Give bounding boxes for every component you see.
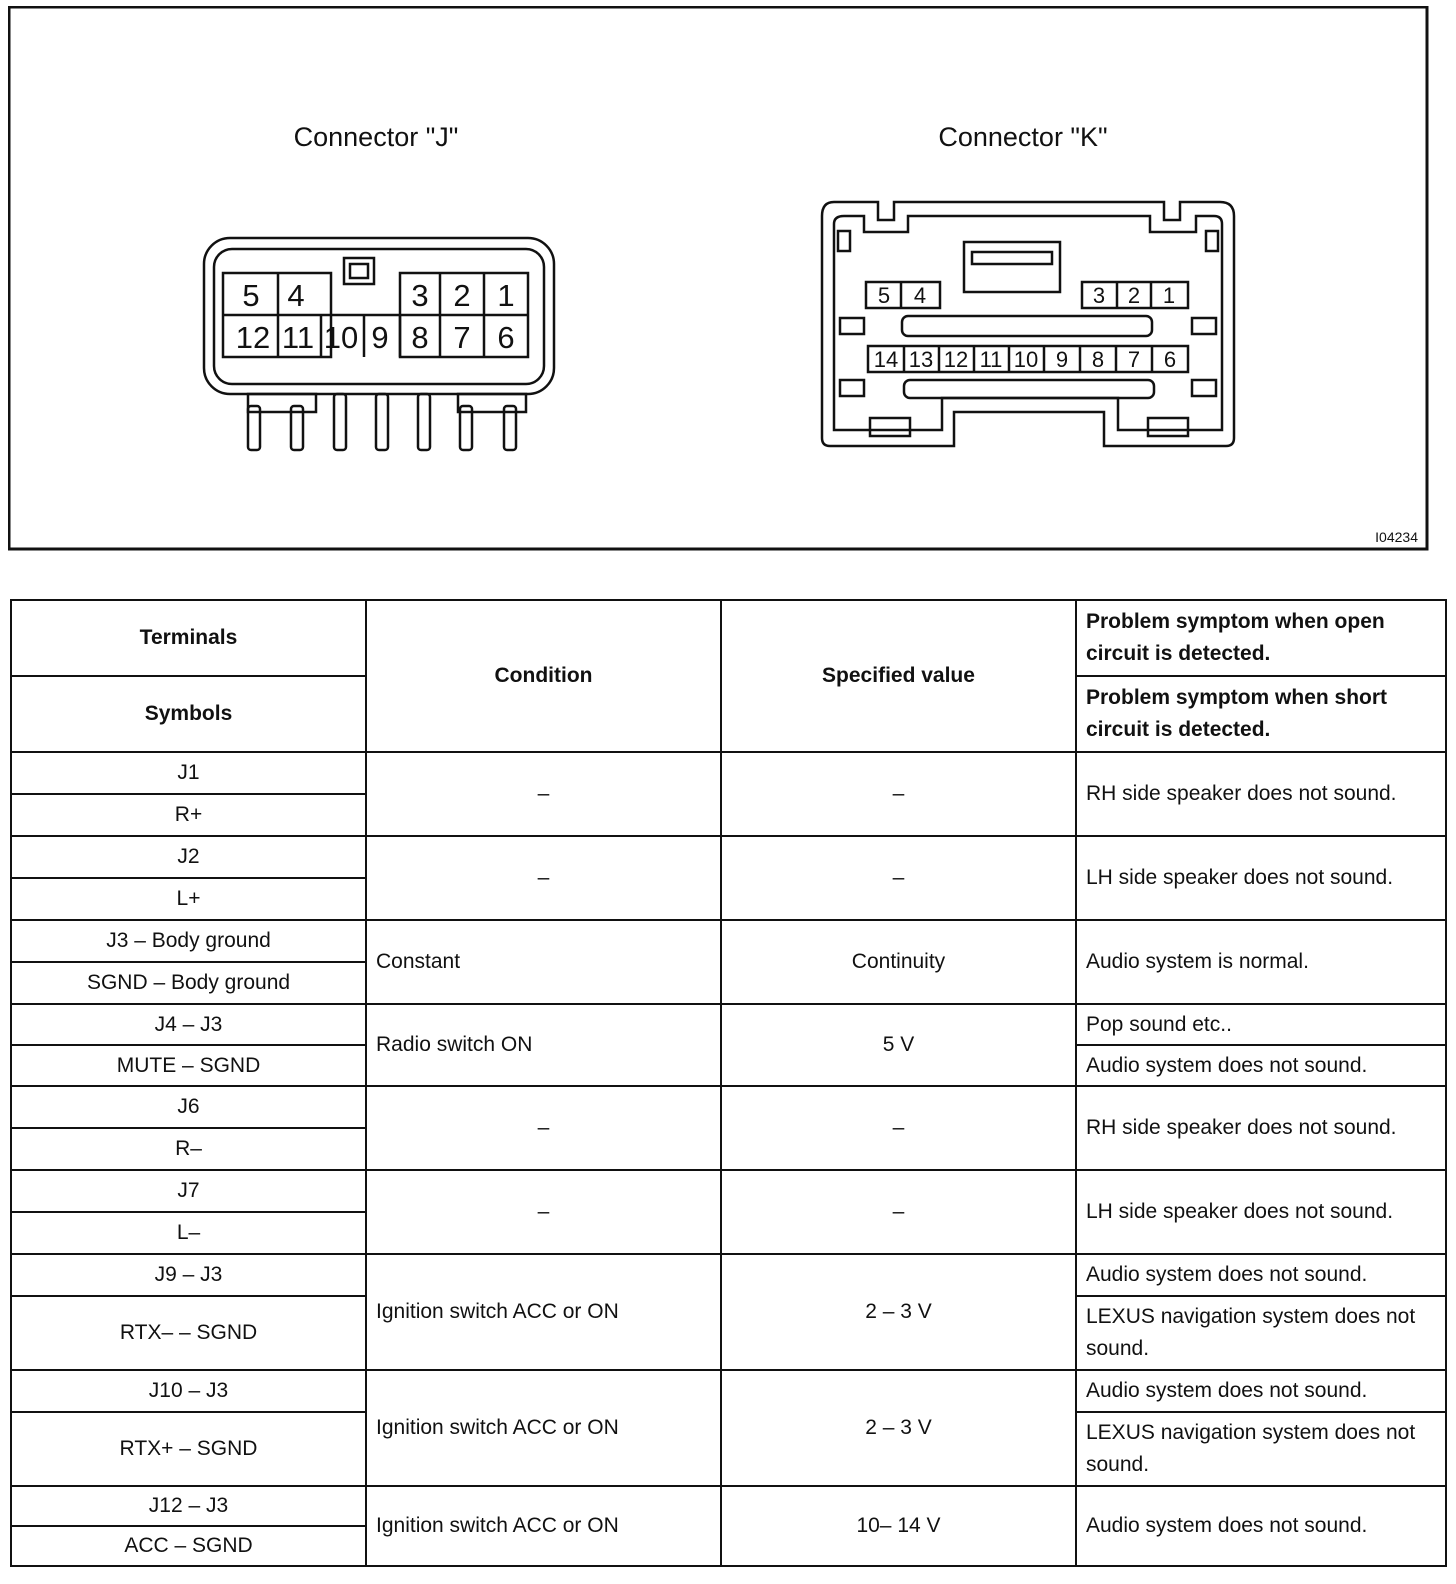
connector-j-lock-hole (350, 264, 368, 278)
condition-cell: Ignition switch ACC or ON (366, 1370, 721, 1486)
connector-k-housing-outer (822, 202, 1234, 446)
terminal-cell: J7 (11, 1170, 366, 1212)
connector-k-foot-left (870, 418, 910, 436)
symbol-cell: SGND – Body ground (11, 962, 366, 1004)
connector-k-pin-label: 7 (1127, 347, 1141, 372)
connector-k-pin-label: 3 (1092, 283, 1106, 308)
connector-k-pin-label: 11 (979, 347, 1003, 372)
connector-k-latch-left (838, 231, 850, 251)
terminal-cell: J3 – Body ground (11, 920, 366, 962)
header-row (11, 600, 1446, 676)
symptom-cell: LH side speaker does not sound. (1076, 836, 1446, 920)
condition-cell: Constant (366, 920, 721, 1004)
connector-j-pin-label: 10 (323, 320, 359, 355)
symbol-cell: L– (11, 1212, 366, 1254)
connector-k-pin-label: 12 (943, 347, 969, 372)
connector-k-pin-label: 10 (1013, 347, 1039, 372)
value-cell: – (721, 752, 1076, 836)
connector-j-pin-label: 8 (411, 320, 429, 355)
connector-k-lock-tab (964, 242, 1060, 292)
connector-k-latch-right (1206, 231, 1218, 251)
connector-k-title: Connector "K" (938, 122, 1108, 152)
symbol-cell: RTX+ – SGND (11, 1412, 366, 1486)
header-symbols: Symbols (11, 676, 366, 752)
open-symptom-cell: Pop sound etc.. (1076, 1004, 1446, 1045)
table-row (11, 1486, 1446, 1526)
value-cell: 2 – 3 V (721, 1370, 1076, 1486)
connector-j-pin (418, 394, 430, 450)
connector-k-middle-rib (902, 316, 1152, 336)
connector-k-pin-label: 2 (1127, 283, 1141, 308)
connector-j-pin-label: 7 (453, 320, 471, 355)
condition-cell: Radio switch ON (366, 1004, 721, 1086)
table-row (11, 1170, 1446, 1212)
connector-k-lock-slot (972, 252, 1052, 264)
condition-cell: – (366, 1086, 721, 1170)
symbol-cell: L+ (11, 878, 366, 920)
header-short-symptom: Problem symptom when short circuit is detected. (1076, 676, 1446, 752)
terminal-cell: J10 – J3 (11, 1370, 366, 1412)
connector-j-housing-inner (214, 249, 544, 384)
connector-diagram (8, 6, 1448, 560)
value-cell: Continuity (721, 920, 1076, 1004)
condition-cell: – (366, 752, 721, 836)
terminal-cell: J6 (11, 1086, 366, 1128)
connector-j-pin-guide-left (248, 394, 316, 412)
connector-k-pin-label: 14 (873, 347, 899, 372)
table-row (11, 1254, 1446, 1296)
value-cell: 10– 14 V (721, 1486, 1076, 1566)
terminal-cell: J4 – J3 (11, 1004, 366, 1045)
terminal-cell: J9 – J3 (11, 1254, 366, 1296)
connector-j-pin (334, 394, 346, 450)
header-terminals: Terminals (11, 600, 366, 676)
symbol-cell: ACC – SGND (11, 1526, 366, 1566)
symptom-cell: Audio system is normal. (1076, 920, 1446, 1004)
connector-j-pin-label: 1 (497, 278, 515, 313)
connector-j-pin-label: 11 (281, 320, 315, 355)
connector-j-pin-label: 2 (453, 278, 471, 313)
connector-j-pin-label: 4 (287, 278, 305, 313)
connector-k-pin-label: 9 (1055, 347, 1069, 372)
symptom-cell: RH side speaker does not sound. (1076, 752, 1446, 836)
connector-j-pin-label: 3 (411, 278, 429, 313)
connector-k-side-key-left (840, 380, 864, 396)
connector-j-pin-label: 6 (497, 320, 515, 355)
terminal-cell: J12 – J3 (11, 1486, 366, 1526)
terminal-cell: J2 (11, 836, 366, 878)
symptom-cell: RH side speaker does not sound. (1076, 1086, 1446, 1170)
table-row (11, 836, 1446, 878)
condition-cell: Ignition switch ACC or ON (366, 1254, 721, 1370)
table-row (11, 752, 1446, 794)
value-cell: – (721, 836, 1076, 920)
value-cell: – (721, 1170, 1076, 1254)
connector-j-lock-tab (344, 258, 374, 284)
connector-k-pin-label: 1 (1162, 283, 1176, 308)
connector-j-pin (376, 394, 388, 450)
connector-k-pin-label: 13 (908, 347, 934, 372)
condition-cell: – (366, 1170, 721, 1254)
connector-k-pin-label: 4 (913, 283, 927, 308)
symbol-cell: MUTE – SGND (11, 1045, 366, 1086)
condition-cell: – (366, 836, 721, 920)
terminal-spec-table (10, 599, 1447, 1567)
connector-k-side-key-right (1192, 318, 1216, 334)
open-symptom-cell: Audio system does not sound. (1076, 1370, 1446, 1412)
header-open-symptom: Problem symptom when open circuit is detected. (1076, 600, 1446, 676)
connector-j-title: Connector "J" (293, 122, 459, 152)
figure-frame (9, 7, 1427, 549)
connector-k-foot-right (1148, 418, 1188, 436)
symptom-cell: LH side speaker does not sound. (1076, 1170, 1446, 1254)
short-symptom-cell: LEXUS navigation system does not sound. (1076, 1296, 1446, 1370)
table-row (11, 1086, 1446, 1128)
figure-id: I04234 (1375, 529, 1418, 545)
symptom-cell: Audio system does not sound. (1076, 1486, 1446, 1566)
short-symptom-cell: LEXUS navigation system does not sound. (1076, 1412, 1446, 1486)
symbol-cell: RTX– – SGND (11, 1296, 366, 1370)
header-specified-value: Specified value (721, 600, 1076, 752)
short-symptom-cell: Audio system does not sound. (1076, 1045, 1446, 1086)
connector-j-pin-label: 5 (242, 278, 260, 313)
value-cell: 2 – 3 V (721, 1254, 1076, 1370)
table-row (11, 1004, 1446, 1045)
terminal-cell: J1 (11, 752, 366, 794)
connector-k-pin-label: 8 (1091, 347, 1105, 372)
connector-k-side-key-right (1192, 380, 1216, 396)
connector-figure (8, 6, 1448, 560)
connector-k (822, 202, 1234, 446)
symbol-cell: R+ (11, 794, 366, 836)
table-row (11, 920, 1446, 962)
header-condition: Condition (366, 600, 721, 752)
table-row (11, 1370, 1446, 1412)
symbol-cell: R– (11, 1128, 366, 1170)
connector-k-pin-label: 6 (1163, 347, 1177, 372)
connector-k-bottom-rib (904, 380, 1154, 398)
connector-j-pin-label: 12 (235, 320, 271, 355)
open-symptom-cell: Audio system does not sound. (1076, 1254, 1446, 1296)
value-cell: 5 V (721, 1004, 1076, 1086)
connector-k-side-key-left (840, 318, 864, 334)
connector-k-pin-label: 5 (877, 283, 891, 308)
connector-j-pin-label: 9 (371, 320, 389, 355)
condition-cell: Ignition switch ACC or ON (366, 1486, 721, 1566)
value-cell: – (721, 1086, 1076, 1170)
